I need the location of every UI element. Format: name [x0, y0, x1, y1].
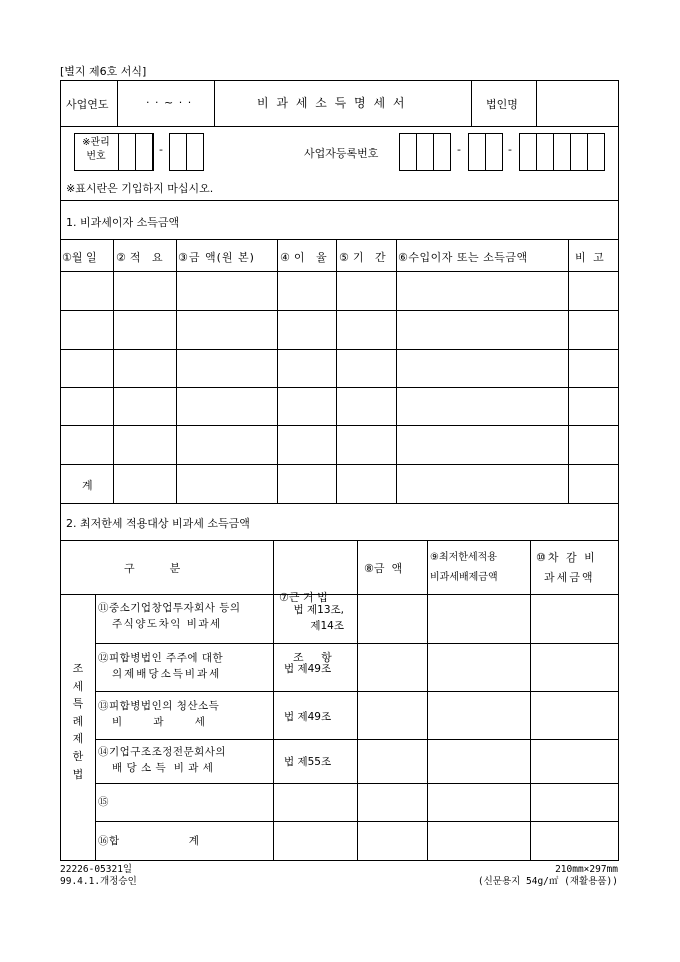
dash: -: [159, 143, 163, 156]
corp-name-input[interactable]: [541, 86, 613, 120]
row-12-basis: 법 제49조: [284, 663, 332, 675]
col-amount: ⑧금 액: [364, 562, 403, 575]
col-min-tax: ⑨최저한세적용 비과세배제금액: [430, 552, 498, 583]
reg-digit[interactable]: [416, 133, 434, 171]
mgmt-number-digit[interactable]: [169, 133, 187, 171]
col-category: 구 분: [124, 562, 181, 575]
dash: -: [457, 143, 461, 156]
reg-digit[interactable]: [570, 133, 588, 171]
document-title: 비 과 세 소 득 명 세 서: [257, 96, 407, 110]
col-period: ⑤기 간: [339, 251, 390, 264]
business-year-label: 사업연도: [66, 98, 109, 111]
mgmt-note: ※표시란은 기입하지 마십시오.: [66, 182, 214, 195]
footer-left: 22226-05321일 99.4.1.개정승인: [60, 864, 137, 887]
row-11-basis: 법 제13조, 제14조: [293, 604, 344, 632]
col-rate: ④이 율: [280, 251, 331, 264]
side-label-special-tax-act: 조 세 특 례 제 한 법: [72, 662, 84, 781]
mgmt-number-label: ※관리 번호: [82, 137, 110, 162]
reg-digit[interactable]: [485, 133, 503, 171]
business-year-input[interactable]: · · ~ · ·: [146, 96, 193, 109]
row-14-basis: 법 제55조: [284, 756, 332, 768]
reg-digit[interactable]: [468, 133, 486, 171]
row-11-label: ⑪중소기업창업투자회사 등의 주식양도차익 비과세: [98, 602, 241, 630]
row-14-label: ⑭기업구조조정전문회사의 배 당 소 득 비 과 세: [98, 746, 227, 774]
reg-digit[interactable]: [536, 133, 554, 171]
col-interest-income: ⑥수입이자 또는 소득금액: [398, 251, 528, 264]
row-12-label: ⑫피합병법인 주주에 대한 의제배당소득비과세: [98, 652, 224, 680]
form-number: [별지 제6호 서식]: [60, 65, 147, 78]
col-principal: ③금 액(원 본): [178, 251, 255, 264]
reg-digit[interactable]: [399, 133, 417, 171]
col-basis: ⑦근 거 법 조 항: [279, 591, 332, 664]
col-summary: ②적 요: [116, 251, 167, 264]
reg-digit[interactable]: [587, 133, 605, 171]
mgmt-number-digit[interactable]: [186, 133, 204, 171]
reg-digit[interactable]: [519, 133, 537, 171]
row-15-label: ⑮: [98, 796, 109, 808]
col-date: ①월 일: [62, 251, 97, 264]
section2-title: 2. 최저한세 적용대상 비과세 소득금액: [66, 517, 250, 530]
row-16-label: ⑯합 계: [98, 835, 200, 847]
row-13-label: ⑬피합병법인의 청산소득 비 과 세: [98, 700, 220, 728]
reg-digit[interactable]: [553, 133, 571, 171]
mgmt-number-digit[interactable]: [135, 133, 153, 171]
col-remarks: 비 고: [575, 251, 606, 264]
reg-digit[interactable]: [433, 133, 451, 171]
dash: -: [508, 143, 512, 156]
corp-name-label: 법인명: [486, 98, 518, 111]
mgmt-number-digit[interactable]: [118, 133, 136, 171]
col-diff: ⑩차 감 비 과세금액: [536, 551, 597, 584]
row-13-basis: 법 제49조: [284, 711, 332, 723]
footer-right: 210mm×297mm (신문용지 54g/㎡ (재활용품)): [477, 864, 618, 887]
total-label: 계: [82, 479, 93, 492]
business-reg-label: 사업자등록번호: [304, 147, 379, 160]
section1-title: 1. 비과세이자 소득금액: [66, 216, 180, 229]
